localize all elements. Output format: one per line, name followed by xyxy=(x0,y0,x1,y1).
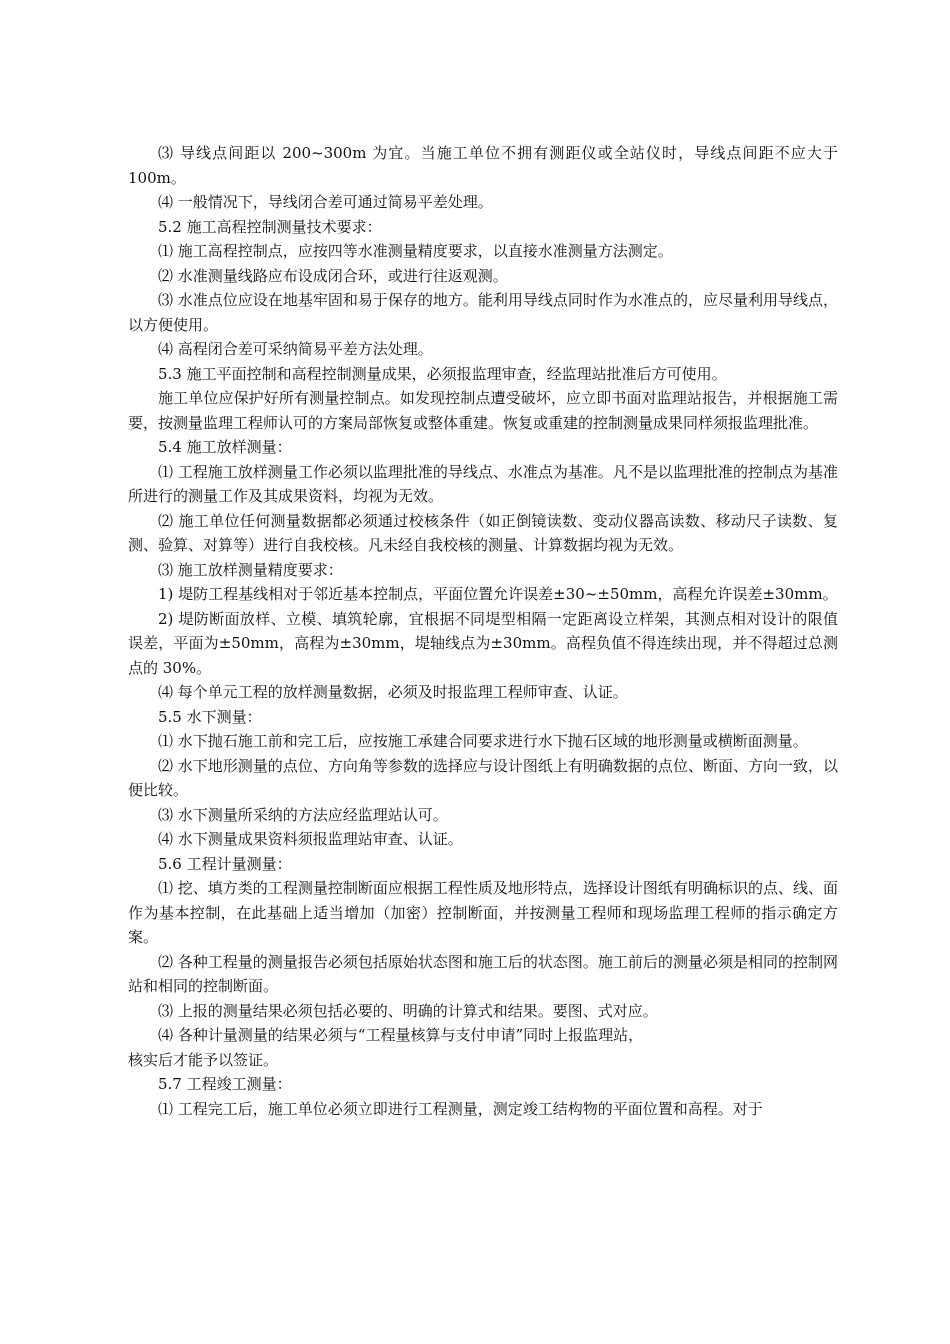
paragraph: ⑴ 工程施工放样测量工作必须以监理批准的导线点、水准点为基准。凡不是以监理批准的控制点为基准所进行的测量工作及其成果资料，均视为无效。 xyxy=(128,462,838,505)
paragraph: ⑷ 水下测量成果资料须报监理站审查、认证。 xyxy=(158,830,463,848)
section-heading: 5.3 施工平面控制和高程控制测量成果，必须报监理审查，经监理站批准后方可使用。 xyxy=(158,364,727,383)
paragraph: ⑵ 水下地形测量的点位、方向角等参数的选择应与设计图纸上有明确数据的点位、断面、方向一致，以便比较。 xyxy=(128,756,838,799)
paragraph: ⑵ 各种工程量的测量报告必须包括原始状态图和施工后的状态图。施工前后的测量必须是相同的控制网站和相同的控制断面。 xyxy=(128,952,838,995)
paragraph: ⑶ 上报的测量结果必须包括必要的、明确的计算式和结果。要图、式对应。 xyxy=(158,1001,658,1020)
paragraph: ⑴ 水下抛石施工前和完工后，应按施工承建合同要求进行水下抛石区域的地形测量或横断面测量。 xyxy=(158,732,808,750)
paragraph: ⑶ 施工放样测量精度要求： xyxy=(158,560,343,579)
paragraph: 施工单位应保护好所有测量控制点。如发现控制点遭受破坏，应立即书面对监理站报告，并根据施工需要，按测量监理工程师认可的方案局部恢复或整体重建。恢复或重建的控制测量成果同样须报监理批准。 xyxy=(128,389,838,432)
section-heading: 5.6 工程计量测量： xyxy=(158,854,292,873)
section-heading: 5.4 施工放样测量： xyxy=(158,438,292,456)
paragraph: ⑵ 水准测量线路应布设成闭合环，或进行往返观测。 xyxy=(158,266,508,285)
document-body xyxy=(128,141,838,1121)
paragraph: ⑷ 高程闭合差可采纳简易平差方法处理。 xyxy=(158,340,433,358)
paragraph: ⑷ 各种计量测量的结果必须与“工程量核算与支付申请”同时上报监理站， 核实后才能予以签证。 xyxy=(128,1026,644,1069)
paragraph: ⑴ 工程完工后，施工单位必须立即进行工程测量，测定竣工结构物的平面位置和高程。对于 xyxy=(158,1099,763,1118)
paragraph: ⑴ 施工高程控制点，应按四等水准测量精度要求，以直接水准测量方法测定。 xyxy=(158,242,673,260)
paragraph: ⑶ 水下测量所采纳的方法应经监理站认可。 xyxy=(158,805,448,824)
paragraph: ⑵ 施工单位任何测量数据都必须通过校核条件（如正倒镜读数、变动仪器高读数、移动尺子读数、复测、验算、对算等）进行自我校核。凡未经自我校核的测量、计算数据均视为无效。 xyxy=(128,511,838,554)
paragraph: ⑶ 导线点间距以 200~300m 为宜。当施工单位不拥有测距仪或全站仪时，导线点间距不应大于 100m。 xyxy=(128,144,838,187)
paragraph: 1) 堤防工程基线相对于邻近基本控制点，平面位置允许误差±30~±50mm，高程允许误差±30mm。 xyxy=(158,585,838,603)
section-heading: 5.7 工程竣工测量： xyxy=(158,1075,292,1093)
section-heading: 5.2 施工高程控制测量技术要求： xyxy=(158,217,382,236)
paragraph: ⑷ 一般情况下，导线闭合差可通过简易平差处理。 xyxy=(158,193,493,211)
paragraph: ⑶ 水准点位应设在地基牢固和易于保存的地方。能利用导线点同时作为水准点的，应尽量利用导线点，以方便使用。 xyxy=(128,291,838,334)
paragraph: 2) 堤防断面放样、立模、填筑轮廓，宜根据不同堤型相隔一定距离设立样架，其测点相对设计的限值误差，平面为±50mm，高程为±30mm，堤轴线点为±30mm。高程负值不得连续出现，并不得超过总测点的 30%。 xyxy=(128,609,838,677)
section-heading: 5.5 水下测量： xyxy=(158,707,262,726)
paragraph: ⑷ 每个单元工程的放样测量数据，必须及时报监理工程师审查、认证。 xyxy=(158,683,628,701)
paragraph: ⑴ 挖、填方类的工程测量控制断面应根据工程性质及地形特点，选择设计图纸有明确标识的点、线、面作为基本控制，在此基础上适当增加（加密）控制断面，并按测量工程师和现场监理工程师的指示确定方案。 xyxy=(128,879,838,946)
